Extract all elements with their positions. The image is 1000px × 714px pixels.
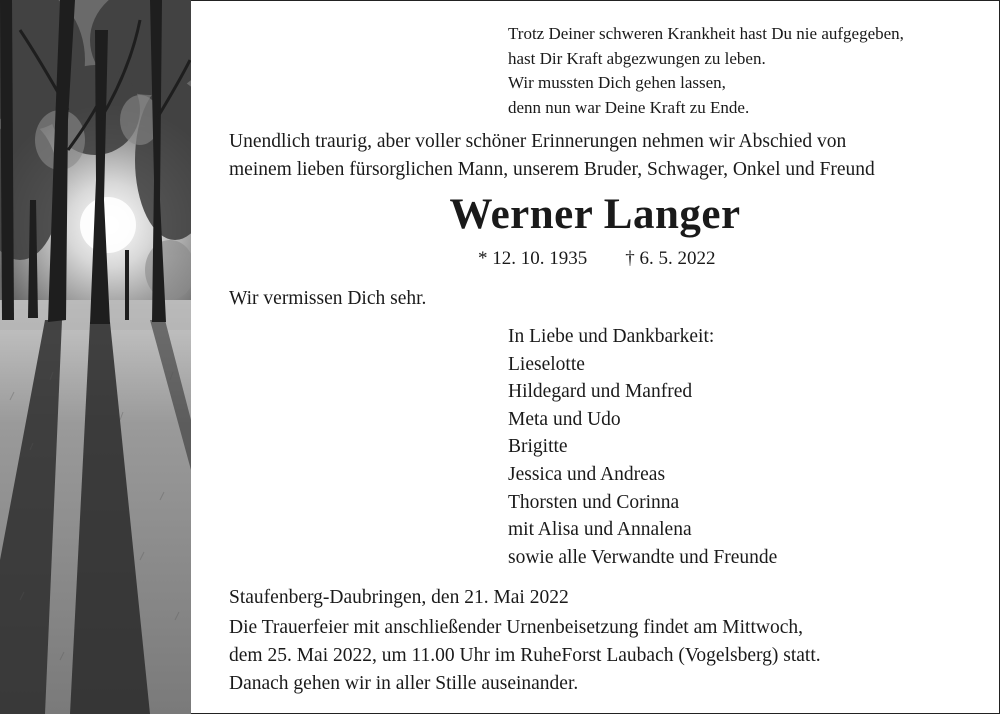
poem xyxy=(508,22,904,120)
family-member: sowie alle Verwandte und Freunde xyxy=(508,546,778,568)
service-line: dem 25. Mai 2022, um 11.00 Uhr im RuheForst Laubach (Vogelsberg) statt. xyxy=(229,645,821,666)
miss-text: Wir vermissen Dich sehr. xyxy=(229,288,427,309)
family-member: Meta und Udo xyxy=(508,408,621,430)
intro-line: Unendlich traurig, aber voller schöner Erinnerungen nehmen wir Abschied von xyxy=(229,131,847,152)
family-list xyxy=(508,323,777,571)
family-member: Jessica und Andreas xyxy=(508,463,666,485)
deceased-name: Werner Langer xyxy=(449,191,741,238)
poem-line: Trotz Deiner schweren Krankheit hast Du nie aufgegeben, xyxy=(508,24,904,43)
family-member: mit Alisa und Annalena xyxy=(508,519,692,541)
service-info xyxy=(229,614,821,698)
family-member: Lieselotte xyxy=(508,353,585,375)
life-dates xyxy=(478,248,716,270)
poem-line: Wir mussten Dich gehen lassen, xyxy=(508,73,726,92)
family-member: Thorsten und Corinna xyxy=(508,491,680,513)
service-line: Danach gehen wir in aller Stille auseinander. xyxy=(229,673,579,694)
family-member: Brigitte xyxy=(508,436,568,458)
poem-line: hast Dir Kraft abgezwungen zu leben. xyxy=(508,48,766,68)
service-line: Die Trauerfeier mit anschließender Urnenbeisetzung findet am Mittwoch, xyxy=(229,617,803,638)
family-heading: In Liebe und Dankbarkeit: xyxy=(508,326,715,347)
birth-date: * 12. 10. 1935 xyxy=(478,248,588,269)
poem-line: denn nun war Deine Kraft zu Ende. xyxy=(508,97,750,117)
intro-text xyxy=(229,128,875,183)
family-member: Hildegard und Manfred xyxy=(508,381,693,403)
death-date: † 6. 5. 2022 xyxy=(625,248,716,269)
trees-sunlight-photo-icon xyxy=(0,0,191,714)
intro-line: meinem lieben fürsorglichen Mann, unserem Bruder, Schwager, Onkel und Freund xyxy=(229,158,875,180)
place-date: Staufenberg-Daubringen, den 21. Mai 2022 xyxy=(229,587,569,608)
